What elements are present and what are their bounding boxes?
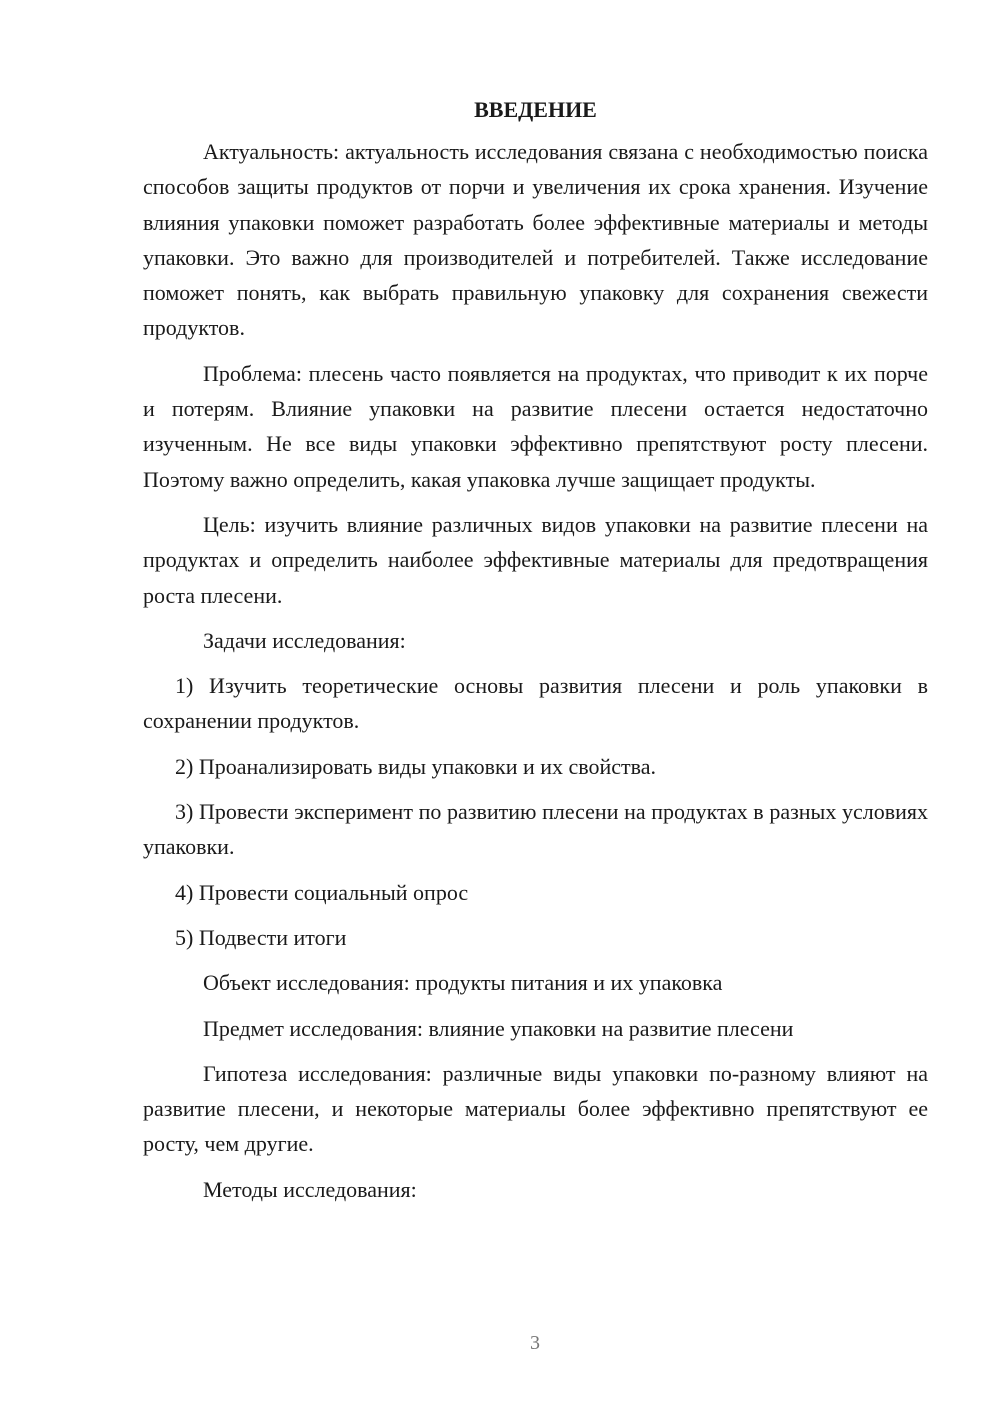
document-page — [143, 92, 928, 1217]
task-item-2: 2) Проанализировать виды упаковки и их свойства. — [175, 753, 657, 779]
research-hypothesis: Гипотеза исследования: различные виды упаковки по-разному влияют на развитие плесени, и некоторые материалы более эффективно препятствуют ее росту, чем другие. — [143, 1060, 928, 1157]
paragraph-problem: Проблема: плесень часто появляется на продуктах, что приводит к их порче и потерям. Влияние упаковки на развитие плесени остается недостаточно изученным. Не все виды упаковки эффективно препятствуют росту плесени. Поэтому важно определить, какая упаковка лучше защищает продукты. — [143, 360, 928, 492]
paragraph-relevance: Актуальность: актуальность исследования связана с необходимостью поиска способов защиты продуктов от порчи и увеличения их срока хранения. Изучение влияния упаковки поможет разработать более эффективные материалы и методы упаковки. Это важно для производителей и потребителей. Также исследование поможет понять, как выбрать правильную упаковку для сохранения свежести продуктов. — [143, 139, 928, 341]
task-item-5: 5) Подвести итоги — [175, 924, 347, 950]
task-item-1: 1) Изучить теоретические основы развития плесени и роль упаковки в сохранении продуктов. — [143, 673, 928, 734]
task-item-4: 4) Провести социальный опрос — [175, 879, 469, 905]
paragraph-goal: Цель: изучить влияние различных видов упаковки на развитие плесени на продуктах и определить наиболее эффективные материалы для предотвращения роста плесени. — [143, 511, 928, 608]
tasks-heading: Задачи исследования: — [203, 627, 406, 653]
section-title: ВВЕДЕНИЕ — [474, 97, 597, 122]
page-number: 3 — [530, 1332, 540, 1354]
methods-heading: Методы исследования: — [203, 1176, 417, 1202]
task-item-3: 3) Провести эксперимент по развитию плесени на продуктах в разных условиях упаковки. — [143, 799, 928, 860]
research-object: Объект исследования: продукты питания и их упаковка — [203, 970, 723, 996]
research-subject: Предмет исследования: влияние упаковки на развитие плесени — [203, 1015, 794, 1041]
